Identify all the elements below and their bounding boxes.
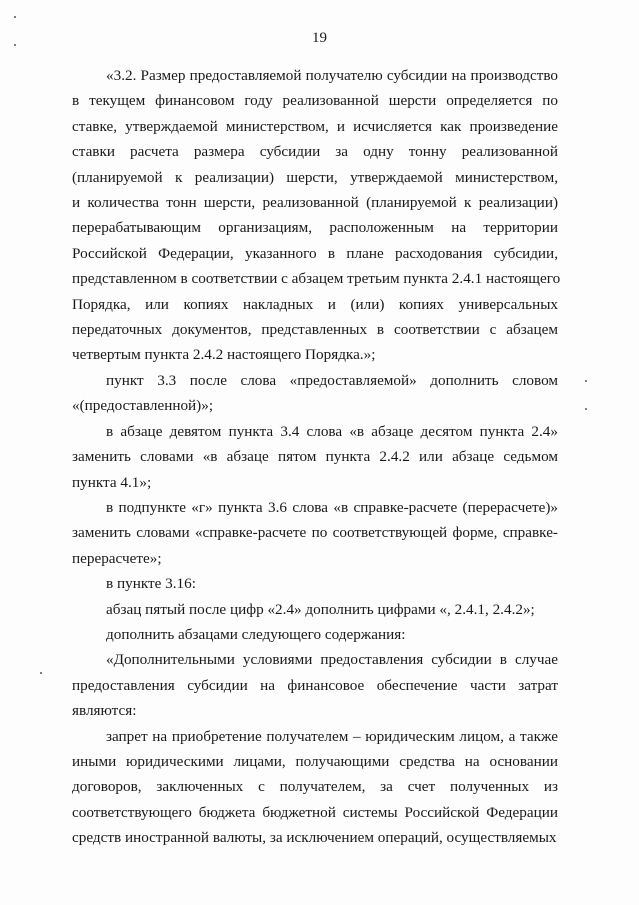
text-line: и количества тонн шерсти, реализованной (планируемой к реализации) [72, 194, 558, 212]
document-body [72, 63, 561, 851]
text-line: договоров, заключенных с получателем, за счет полученных из [72, 778, 558, 796]
text-line: в абзаце девятом пункта 3.4 слова «в абзаце десятом пункта 2.4» [106, 422, 558, 440]
text-line: абзац пятый после цифр «2.4» дополнить цифрами «, 2.4.1, 2.4.2»; [106, 600, 535, 618]
paragraph-p5 [72, 571, 558, 596]
text-line: заменить словами «в абзаце пятом пункта 2.4.2 или абзаце седьмом [72, 448, 558, 466]
paragraph-p2 [72, 368, 558, 419]
text-line: в пункте 3.16: [106, 575, 196, 593]
scan-speck [14, 16, 16, 18]
paragraph-p4 [72, 495, 558, 571]
paragraph-p7 [72, 622, 558, 647]
paragraph-p6 [72, 597, 558, 622]
text-line: являются: [72, 702, 137, 720]
text-line: Порядка, или копиях накладных и (или) копиях универсальных [72, 295, 558, 313]
text-line: перерабатывающим организациям, расположенным на территории [72, 219, 558, 237]
text-line: соответствующего бюджета бюджетной системы Российской Федерации [72, 803, 558, 821]
text-line: средств иностранной валюты, за исключением операций, осуществляемых [72, 829, 557, 847]
scan-speck [585, 380, 587, 382]
scan-speck [585, 408, 587, 410]
text-line: перерасчете»; [72, 549, 162, 567]
text-line: дополнить абзацами следующего содержания: [106, 625, 406, 643]
text-line: четвертым пункта 2.4.2 настоящего Порядка.»; [72, 346, 376, 364]
scan-speck [14, 44, 16, 46]
text-line: пункта 4.1»; [72, 473, 152, 491]
text-line: «Дополнительными условиями предоставления субсидии в случае [106, 651, 558, 669]
text-line: в подпункте «г» пункта 3.6 слова «в справке-расчете (перерасчете)» [106, 498, 558, 516]
paragraph-p3 [72, 419, 558, 495]
text-line: Российской Федерации, указанного в плане расходования субсидии, [72, 244, 558, 262]
paragraph-p1 [72, 63, 561, 368]
text-line: представленном в соответствии с абзацем третьим пункта 2.4.1 настоящего [72, 270, 561, 288]
text-line: «(предоставленной)»; [72, 397, 214, 415]
page-number: 19 [312, 30, 327, 46]
text-line: пункт 3.3 после слова «предоставляемой» дополнить словом [106, 371, 558, 389]
scan-speck [40, 672, 42, 674]
text-line: (планируемой к реализации) шерсти, утверждаемой министерством, [72, 168, 558, 186]
text-line: передаточных документов, представленных в соответствии с абзацем [72, 321, 558, 339]
text-line: заменить словами «справке-расчете по соответствующей форме, справке- [72, 524, 558, 542]
paragraph-p9 [72, 724, 558, 851]
text-line: в текущем финансовом году реализованной шерсти определяется по [72, 92, 558, 110]
text-line: «3.2. Размер предоставляемой получателю субсидии на производство [106, 67, 558, 84]
text-line: ставки расчета размера субсидии за одну тонну реализованной [72, 143, 558, 161]
text-line: предоставления субсидии на финансовое обеспечение части затрат [72, 676, 558, 694]
paragraph-p8 [72, 647, 558, 723]
text-line: запрет на приобретение получателем – юридическим лицом, а также [106, 727, 558, 745]
text-line: иными юридическими лицами, получающими средства на основании [72, 752, 558, 770]
text-line: ставке, утверждаемой министерством, и исчисляется как произведение [72, 117, 558, 135]
